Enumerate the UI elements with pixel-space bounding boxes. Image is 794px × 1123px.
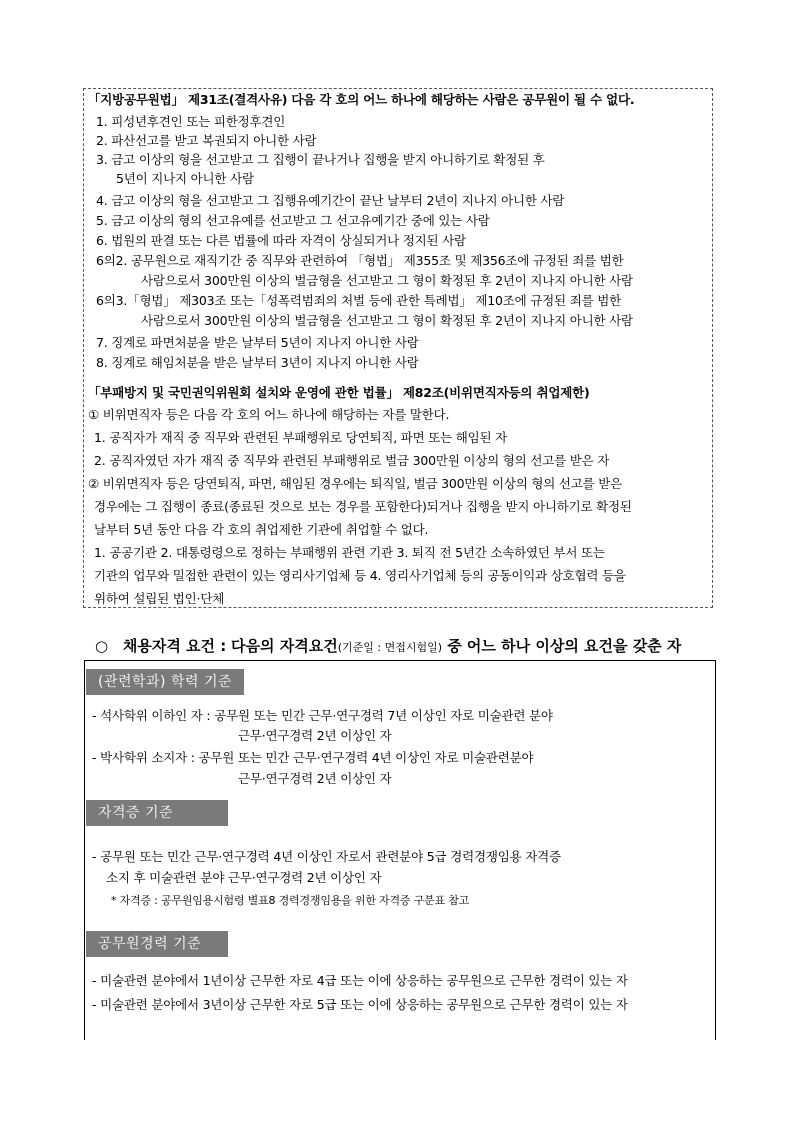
bullet-icon: ○: [95, 637, 109, 655]
law1-item: 7. 징계로 파면처분을 받은 날부터 5년이 지나지 아니한 사람: [96, 335, 419, 350]
law1-item: 2. 파산선고를 받고 복권되지 아니한 사람: [96, 133, 317, 148]
qualification-heading: [95, 636, 681, 658]
law2-line: 1. 공공기관 2. 대통령령으로 정하는 부패행위 관련 기관 3. 퇴직 전 5년간 소속하였던 부서 또는: [94, 545, 605, 560]
cert-label: 자격증 기준: [86, 800, 228, 826]
section-sub: (기준일 : 면접시험일): [337, 641, 442, 654]
law2-line: 경우에는 그 집행이 종료(종료된 것으로 보는 경우를 포함한다)되거나 집행을 받지 아니하기로 확정된: [94, 499, 632, 514]
section-text-1: 다음의 자격요건: [231, 637, 338, 655]
edu-line: 근무·연구경력 2년 이상인 자: [238, 771, 392, 786]
law1-item: 6의3.「형법」 제303조 또는「성폭력범죄의 처벌 등에 관한 특례법」 제10조에 규정된 죄를 범한: [96, 293, 621, 308]
career-line: - 미술관련 분야에서 1년이상 근무한 자로 4급 또는 이에 상응하는 공무원으로 근무한 경력이 있는 자: [92, 973, 628, 988]
cert-line: - 공무원 또는 민간 근무·연구경력 4년 이상인 자로서 관련분야 5급 경력경쟁임용 자격증: [92, 849, 561, 864]
law2-line: ② 비위면직자 등은 당연퇴직, 파면, 해임된 경우에는 퇴직일, 벌금 300만원 이상의 형의 선고를 받은: [88, 476, 623, 491]
cert-note: * 자격증 : 공무원임용시험령 별표8 경력경쟁임용을 위한 자격증 구분표 참고: [111, 894, 470, 907]
edu-line: - 석사학위 이하인 자 : 공무원 또는 민간 근무·연구경력 7년 이상인 자로 미술관련 분야: [92, 708, 553, 723]
law2-line: 2. 공직자였던 자가 재직 중 직무와 관련된 부패행위로 벌금 300만원 이상의 형의 선고를 받은 자: [94, 453, 610, 468]
cert-line: 소지 후 미술관련 분야 근무·연구경력 2년 이상인 자: [106, 870, 382, 885]
law2-line: 1. 공직자가 재직 중 직무와 관련된 부패행위로 당연퇴직, 파면 또는 해임된 자: [94, 430, 508, 445]
career-label: 공무원경력 기준: [86, 931, 228, 957]
law1-item: 5년이 지나지 아니한 사람: [116, 171, 254, 186]
law1-item: 1. 피성년후견인 또는 피한정후견인: [96, 114, 286, 129]
law1-item: 3. 금고 이상의 형을 선고받고 그 집행이 끝나거나 집행을 받지 아니하기로 확정된 후: [96, 152, 545, 167]
law1-item: 5. 금고 이상의 형의 선고유예를 선고받고 그 선고유예기간 중에 있는 사람: [96, 213, 490, 228]
edu-line: - 박사학위 소지자 : 공무원 또는 민간 근무·연구경력 4년 이상인 자로 미술관련분야: [92, 750, 534, 765]
law2-line: 위하여 설립된 법인·단체: [94, 591, 225, 606]
section-text-2: 중 어느 하나 이상의 요건을 갖춘 자: [442, 637, 682, 655]
law2-line: ① 비위면직자 등은 다음 각 호의 어느 하나에 해당하는 자를 말한다.: [88, 407, 450, 422]
edu-label: (관련학과) 학력 기준: [86, 669, 244, 695]
law1-item: 8. 징계로 해임처분을 받은 날부터 3년이 지나지 아니한 사람: [96, 355, 419, 370]
edu-line: 근무·연구경력 2년 이상인 자: [238, 728, 392, 743]
law1-item: 4. 금고 이상의 형을 선고받고 그 집행유예기간이 끝난 날부터 2년이 지나지 아니한 사람: [96, 193, 565, 208]
law1-item: 사람으로서 300만원 이상의 벌금형을 선고받고 그 형이 확정된 후 2년이 지나지 아니한 사람: [141, 313, 633, 328]
law1-item: 6. 법원의 판결 또는 다른 법률에 따라 자격이 상실되거나 정지된 사람: [96, 233, 466, 248]
law2-line: 기관의 업무와 밀접한 관련이 있는 영리사기업체 등 4. 영리사기업체 등의 공동이익과 상호협력 등을: [94, 568, 626, 583]
law1-item: 사람으로서 300만원 이상의 벌금형을 선고받고 그 형이 확정된 후 2년이 지나지 아니한 사람: [141, 273, 633, 288]
law1-title: 「지방공무원법」 제31조(결격사유) 다음 각 호의 어느 하나에 해당하는 사람은 공무원이 될 수 없다.: [88, 92, 635, 107]
section-label: 채용자격 요건 :: [122, 637, 227, 655]
career-line: - 미술관련 분야에서 3년이상 근무한 자로 5급 또는 이에 상응하는 공무원으로 근무한 경력이 있는 자: [92, 997, 628, 1012]
law1-item: 6의2. 공무원으로 재직기간 중 직무와 관련하여 「형법」 제355조 및 제356조에 규정된 죄를 범한: [96, 253, 624, 268]
law2-title: 「부패방지 및 국민권익위원회 설치와 운영에 관한 법률」 제82조(비위면직자등의 취업제한): [88, 385, 590, 400]
law2-line: 날부터 5년 동안 다음 각 호의 취업제한 기관에 취업할 수 없다.: [94, 522, 429, 537]
